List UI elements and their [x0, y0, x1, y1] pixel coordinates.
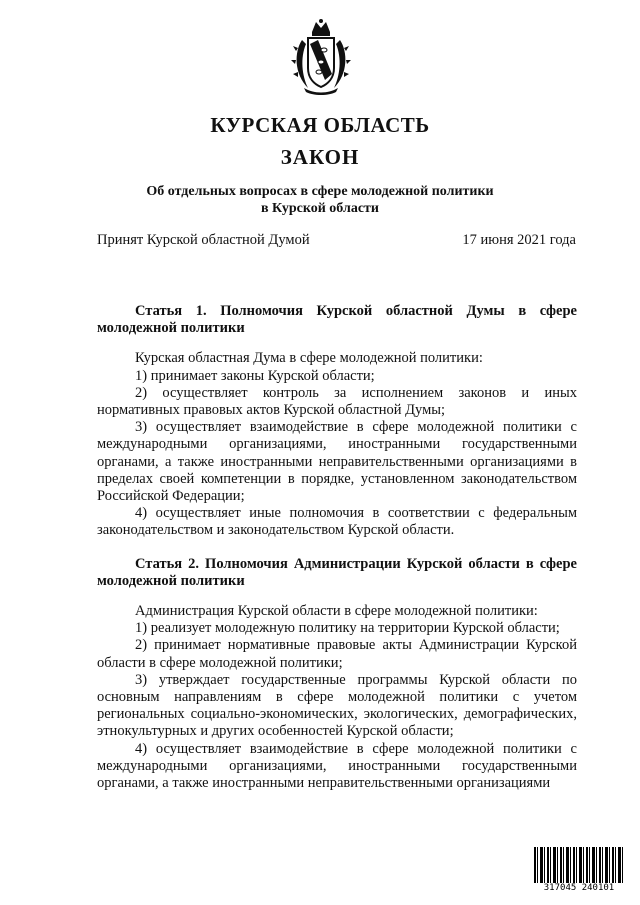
law-body	[97, 303, 577, 792]
barcode	[534, 847, 624, 893]
law-title	[0, 183, 640, 217]
kursk-coat-of-arms-icon	[290, 18, 352, 98]
region-title: КУРСКАЯ ОБЛАСТЬ	[210, 113, 430, 137]
article-1-item: 4) осуществляет иные полномочия в соответствии с федеральным законодательством и законодательством Курской области.	[97, 505, 577, 539]
article-2-item: 2) принимает нормативные правовые акты Администрации Курской области в сфере молодежной политики;	[97, 637, 577, 671]
article-2-item: 1) реализует молодежную политику на территории Курской области;	[135, 620, 560, 637]
article-1-item: 2) осуществляет контроль за исполнением законов и иных нормативных правовых актов Курской областной Думы;	[97, 384, 577, 419]
adoption-date: 17 июня 2021 года	[462, 232, 576, 248]
article-1-item: 1) принимает законы Курской области;	[135, 367, 375, 384]
adopted-by: Принят Курской областной Думой	[97, 232, 310, 248]
article-1-intro: Курская областная Дума в сфере молодежной политики:	[135, 350, 483, 367]
document-type: ЗАКОН	[280, 145, 360, 169]
article-1-heading: Статья 1. Полномочия Курской областной Думы в сфере молодежной политики	[97, 303, 577, 337]
barcode-number: 317045 240101	[543, 883, 615, 893]
article-2-intro: Администрация Курской области в сфере молодежной политики:	[135, 603, 538, 620]
adoption-line	[97, 232, 576, 249]
law-title-line-2: в Курской области	[261, 201, 379, 216]
article-1-item: 3) осуществляет взаимодействие в сфере молодежной политики с международными организациями, иностранными государственными органами, а также иностранными неправительственными организациями в пределах своей компетенции в порядке, установленном законодательством Российской Федерации;	[97, 419, 577, 505]
article-2-item: 3) утверждает государственные программы Курской области по основным направлениям в сфере молодежной политики с учетом региональных социально-экономических, экологических, демографических, этнокультурных и других особенностей Курской области;	[97, 671, 577, 740]
article-2-item: 4) осуществляет взаимодействие в сфере молодежной политики с международными организациями, иностранными государственными органами, а также иностранными неправительственными организациями	[97, 740, 577, 792]
barcode-bars	[534, 847, 624, 883]
article-2-heading: Статья 2. Полномочия Администрации Курской области в сфере молодежной политики	[97, 555, 577, 589]
law-title-line-1: Об отдельных вопросах в сфере молодежной политики	[146, 184, 494, 199]
